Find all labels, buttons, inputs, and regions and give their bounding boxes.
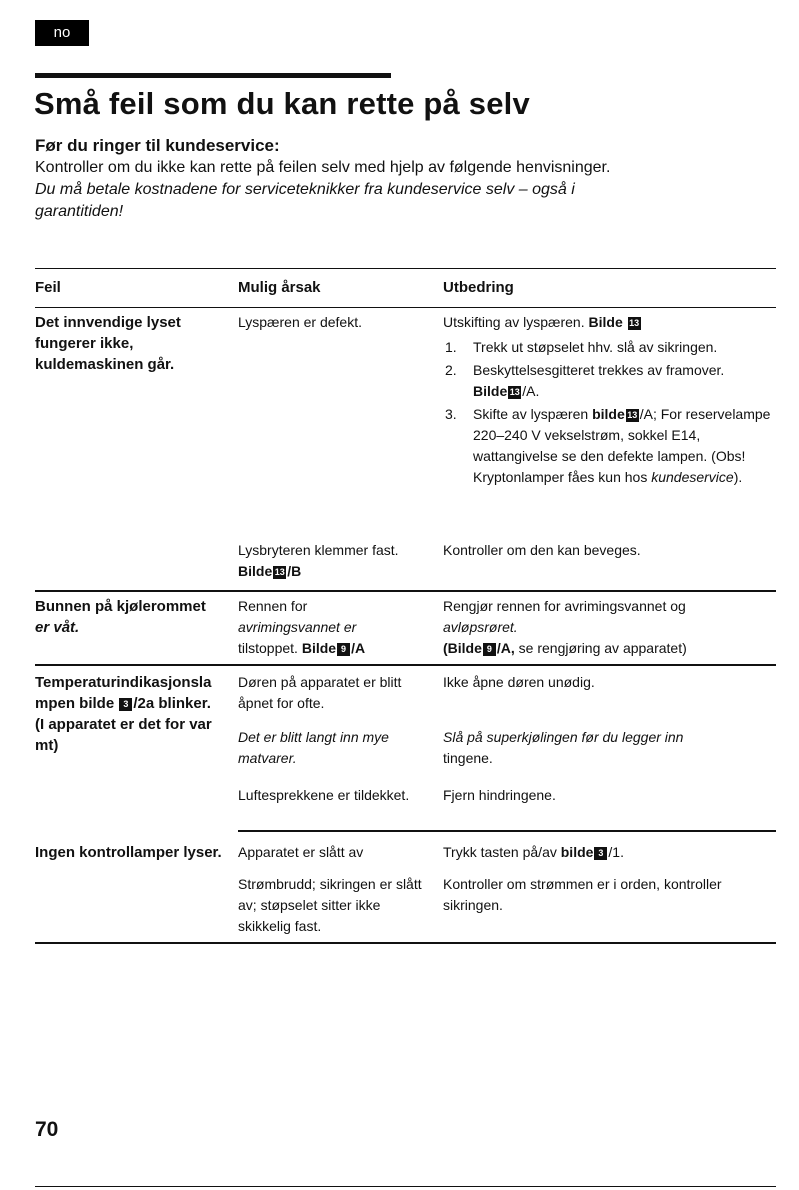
footer-rule xyxy=(35,1186,776,1187)
figure-ref-label: (Bilde xyxy=(443,640,482,656)
remedy-cell: Fjern hindringene. xyxy=(443,787,556,803)
remedy-cell: Kontroller om den kan beveges. xyxy=(443,542,641,558)
cause-text: Lysbryteren klemmer fast. xyxy=(238,542,399,558)
fault-cell: Det innvendige lyset fungerer ikke, kuldemaskinen går. xyxy=(35,314,181,373)
figure-number-icon: 9 xyxy=(483,643,496,656)
page-title: Små feil som du kan rette på selv xyxy=(34,86,530,121)
header-remedy: Utbedring xyxy=(443,279,514,296)
step-text: /A; For reservelampe 220–240 V vekselstrøm, sokkel E14, wattangivelse se den defekte lampen. (Obs! Kryptonlamper fåes kun hos xyxy=(473,406,771,485)
remedy-cell xyxy=(443,312,776,490)
fault-cell xyxy=(35,672,220,756)
figure-ref-label: bilde xyxy=(592,406,625,422)
figure-number-icon: 13 xyxy=(627,410,638,420)
row-separator xyxy=(238,830,776,832)
cause-cell: Døren på apparatet er blitt åpnet for ofte. xyxy=(238,674,402,711)
title-rule xyxy=(35,73,391,78)
figure-suffix: /B xyxy=(287,563,302,579)
remedy-text: tingene. xyxy=(443,750,493,766)
figure-number-icon: 3 xyxy=(594,847,607,860)
fault-text: Temperaturindikasjonslampen bilde xyxy=(35,674,212,712)
figure-suffix: /A xyxy=(351,640,366,656)
remedy-text: Utskifting av lyspæren. xyxy=(443,314,585,330)
step-text: Beskyttelsesgitteret trekkes av framover. xyxy=(473,362,725,378)
figure-suffix: /A, xyxy=(496,640,515,656)
intro-line-2: Du må betale kostnadene for serviceteknikker fra kundeservice selv – også i xyxy=(35,181,575,198)
cause-text: Rennen for xyxy=(238,598,308,614)
row-separator xyxy=(35,590,776,592)
cause-cell: Strømbrudd; sikringen er slått av; støpselet sitter ikke skikkelig fast. xyxy=(238,876,422,934)
figure-suffix: /1. xyxy=(608,844,624,860)
step-text: Skifte av lyspæren xyxy=(473,406,589,422)
figure-ref-label: bilde xyxy=(560,844,594,860)
cause-cell xyxy=(238,596,433,659)
cause-cell xyxy=(238,540,433,582)
step-number: 3. xyxy=(445,406,457,422)
remedy-cell xyxy=(443,842,776,863)
remedy-text: Trykk tasten på/av xyxy=(443,844,557,860)
figure-ref-label: Bilde xyxy=(238,563,273,579)
remedy-cell: Kontroller om strømmen er i orden, kontroller sikringen. xyxy=(443,876,722,913)
cause-cell: Det er blitt langt inn mye matvarer. xyxy=(238,729,389,766)
remedy-cell xyxy=(443,596,776,659)
remedy-cell xyxy=(443,727,776,769)
cause-cell: Luftesprekkene er tildekket. xyxy=(238,787,410,803)
remedy-text: se rengjøring av apparatet) xyxy=(518,640,687,656)
figure-ref-label: Bilde xyxy=(588,314,623,330)
fault-text: /2a blinker. (I apparatet er det for varmt) xyxy=(35,695,212,754)
cause-text: tilstoppet. xyxy=(238,640,298,656)
cause-cell: Lyspæren er defekt. xyxy=(238,314,362,330)
header-fault: Feil xyxy=(35,279,61,296)
step-number: 2. xyxy=(445,362,457,378)
table-bottom-rule xyxy=(35,942,776,944)
figure-suffix: /A. xyxy=(522,383,540,399)
intro-line-1: Kontroller om du ikke kan rette på feilen selv med hjelp av følgende henvisninger. xyxy=(35,159,611,176)
header-cause: Mulig årsak xyxy=(238,279,321,296)
page-number: 70 xyxy=(35,1118,59,1141)
figure-ref-label: Bilde xyxy=(473,383,508,399)
remedy-cell: Ikke åpne døren unødig. xyxy=(443,674,595,690)
step-end: ). xyxy=(733,469,743,485)
figure-number-icon: 13 xyxy=(274,567,285,577)
language-badge: no xyxy=(35,20,89,46)
figure-number-icon: 3 xyxy=(119,698,132,711)
remedy-italic: Slå på superkjølingen før du legger inn xyxy=(443,729,684,745)
list-item xyxy=(443,404,776,488)
table-header xyxy=(35,268,776,308)
list-item xyxy=(443,337,776,358)
step-italic: kundeservice xyxy=(651,469,734,485)
step-number: 1. xyxy=(445,339,457,355)
figure-number-icon: 9 xyxy=(337,643,350,656)
fault-cell xyxy=(35,596,230,638)
figure-number-icon: 13 xyxy=(509,387,520,397)
intro-line-3: garantitiden! xyxy=(35,203,124,220)
steps-list xyxy=(443,337,776,488)
figure-ref-label: Bilde xyxy=(301,640,337,656)
step-text: Trekk ut støpselet hhv. slå av sikringen. xyxy=(473,339,718,355)
remedy-italic: avløpsrøret. xyxy=(443,619,518,635)
row-separator xyxy=(35,664,776,666)
remedy-text: Rengjør rennen for avrimingsvannet og xyxy=(443,598,686,614)
fault-italic: er våt. xyxy=(35,619,80,636)
cause-cell: Apparatet er slått av xyxy=(238,844,364,860)
figure-number-icon: 13 xyxy=(629,318,640,328)
fault-cell: Ingen kontrollamper lyser. xyxy=(35,844,222,861)
intro-heading: Før du ringer til kundeservice: xyxy=(35,136,280,155)
fault-text: Bunnen på kjølerommet xyxy=(35,598,206,615)
cause-italic: avrimingsvannet er xyxy=(238,619,357,635)
list-item xyxy=(443,360,776,402)
